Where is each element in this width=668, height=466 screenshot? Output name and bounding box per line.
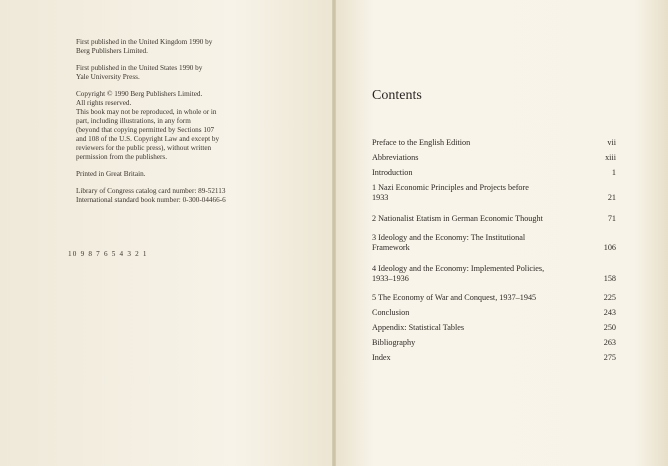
toc-entry-page: 243: [603, 308, 616, 317]
toc-entry: [372, 214, 622, 224]
toc-entry-page: 263: [603, 338, 616, 347]
toc-entry-page: 158: [603, 274, 616, 283]
uk-publication-note: First published in the United Kingdom 1990 by Berg Publishers Limited.: [76, 38, 213, 55]
toc-entry-page: 275: [603, 353, 616, 362]
toc-entry-label: 4 Ideology and the Economy: Implemented Policies, 1933–1936: [372, 264, 545, 283]
print-run-line: 10 9 8 7 6 5 4 3 2 1: [68, 250, 148, 258]
toc-entry-label: Abbreviations: [372, 153, 419, 162]
toc-entry: [372, 153, 622, 163]
toc-entry-page: 71: [607, 214, 616, 223]
table-of-contents: [372, 138, 622, 363]
toc-entry: [372, 264, 622, 284]
toc-entry-page: vii: [607, 138, 616, 147]
copyright-block: [76, 38, 276, 213]
toc-entry-label: 1 Nazi Economic Principles and Projects before 1933: [372, 183, 529, 202]
toc-entry-page: 225: [603, 293, 616, 302]
toc-entry-page: 250: [603, 323, 616, 332]
toc-entry: [372, 323, 622, 333]
toc-entry: [372, 353, 622, 363]
toc-entry-label: 5 The Economy of War and Conquest, 1937–1945: [372, 293, 537, 302]
toc-entry: [372, 138, 622, 148]
toc-entry-label: 3 Ideology and the Economy: The Institutional Framework: [372, 233, 526, 252]
toc-entry: [372, 168, 622, 178]
toc-entry-page: 106: [603, 243, 616, 252]
toc-entry-page: 1: [611, 168, 616, 177]
toc-entry-label: 2 Nationalist Etatism in German Economic Thought: [372, 214, 543, 223]
toc-entry-label: Index: [372, 353, 391, 362]
copyright-notice: Copyright © 1990 Berg Publishers Limited. All rights reserved. This book may not be reproduced, in whole or in part, including illustrations, in any form (beyond that copying permitted by Sections 107 and 108 of the U.S. Copyright Law and except by reviewers for the public press), without written permission from the publishers.: [76, 90, 220, 161]
toc-entry: [372, 308, 622, 318]
toc-entry-label: Conclusion: [372, 308, 410, 317]
us-publication-note: First published in the United States 1990 by Yale University Press.: [76, 64, 203, 81]
printed-in-note: Printed in Great Britain.: [76, 170, 146, 178]
toc-entry-label: Preface to the English Edition: [372, 138, 471, 147]
toc-entry-page: xiii: [605, 153, 616, 162]
toc-entry: [372, 338, 622, 348]
book-gutter: [332, 0, 336, 466]
toc-entry: [372, 233, 622, 253]
contents-title: Contents: [372, 88, 422, 103]
toc-entry-label: Introduction: [372, 168, 413, 177]
toc-entry: [372, 183, 622, 203]
toc-entry: [372, 293, 622, 303]
toc-entry-label: Bibliography: [372, 338, 416, 347]
toc-entry-page: 21: [607, 193, 616, 202]
catalog-numbers: Library of Congress catalog card number: 89-52113 International standard book number: 0-300-04466-6: [76, 187, 226, 204]
toc-entry-label: Appendix: Statistical Tables: [372, 323, 465, 332]
